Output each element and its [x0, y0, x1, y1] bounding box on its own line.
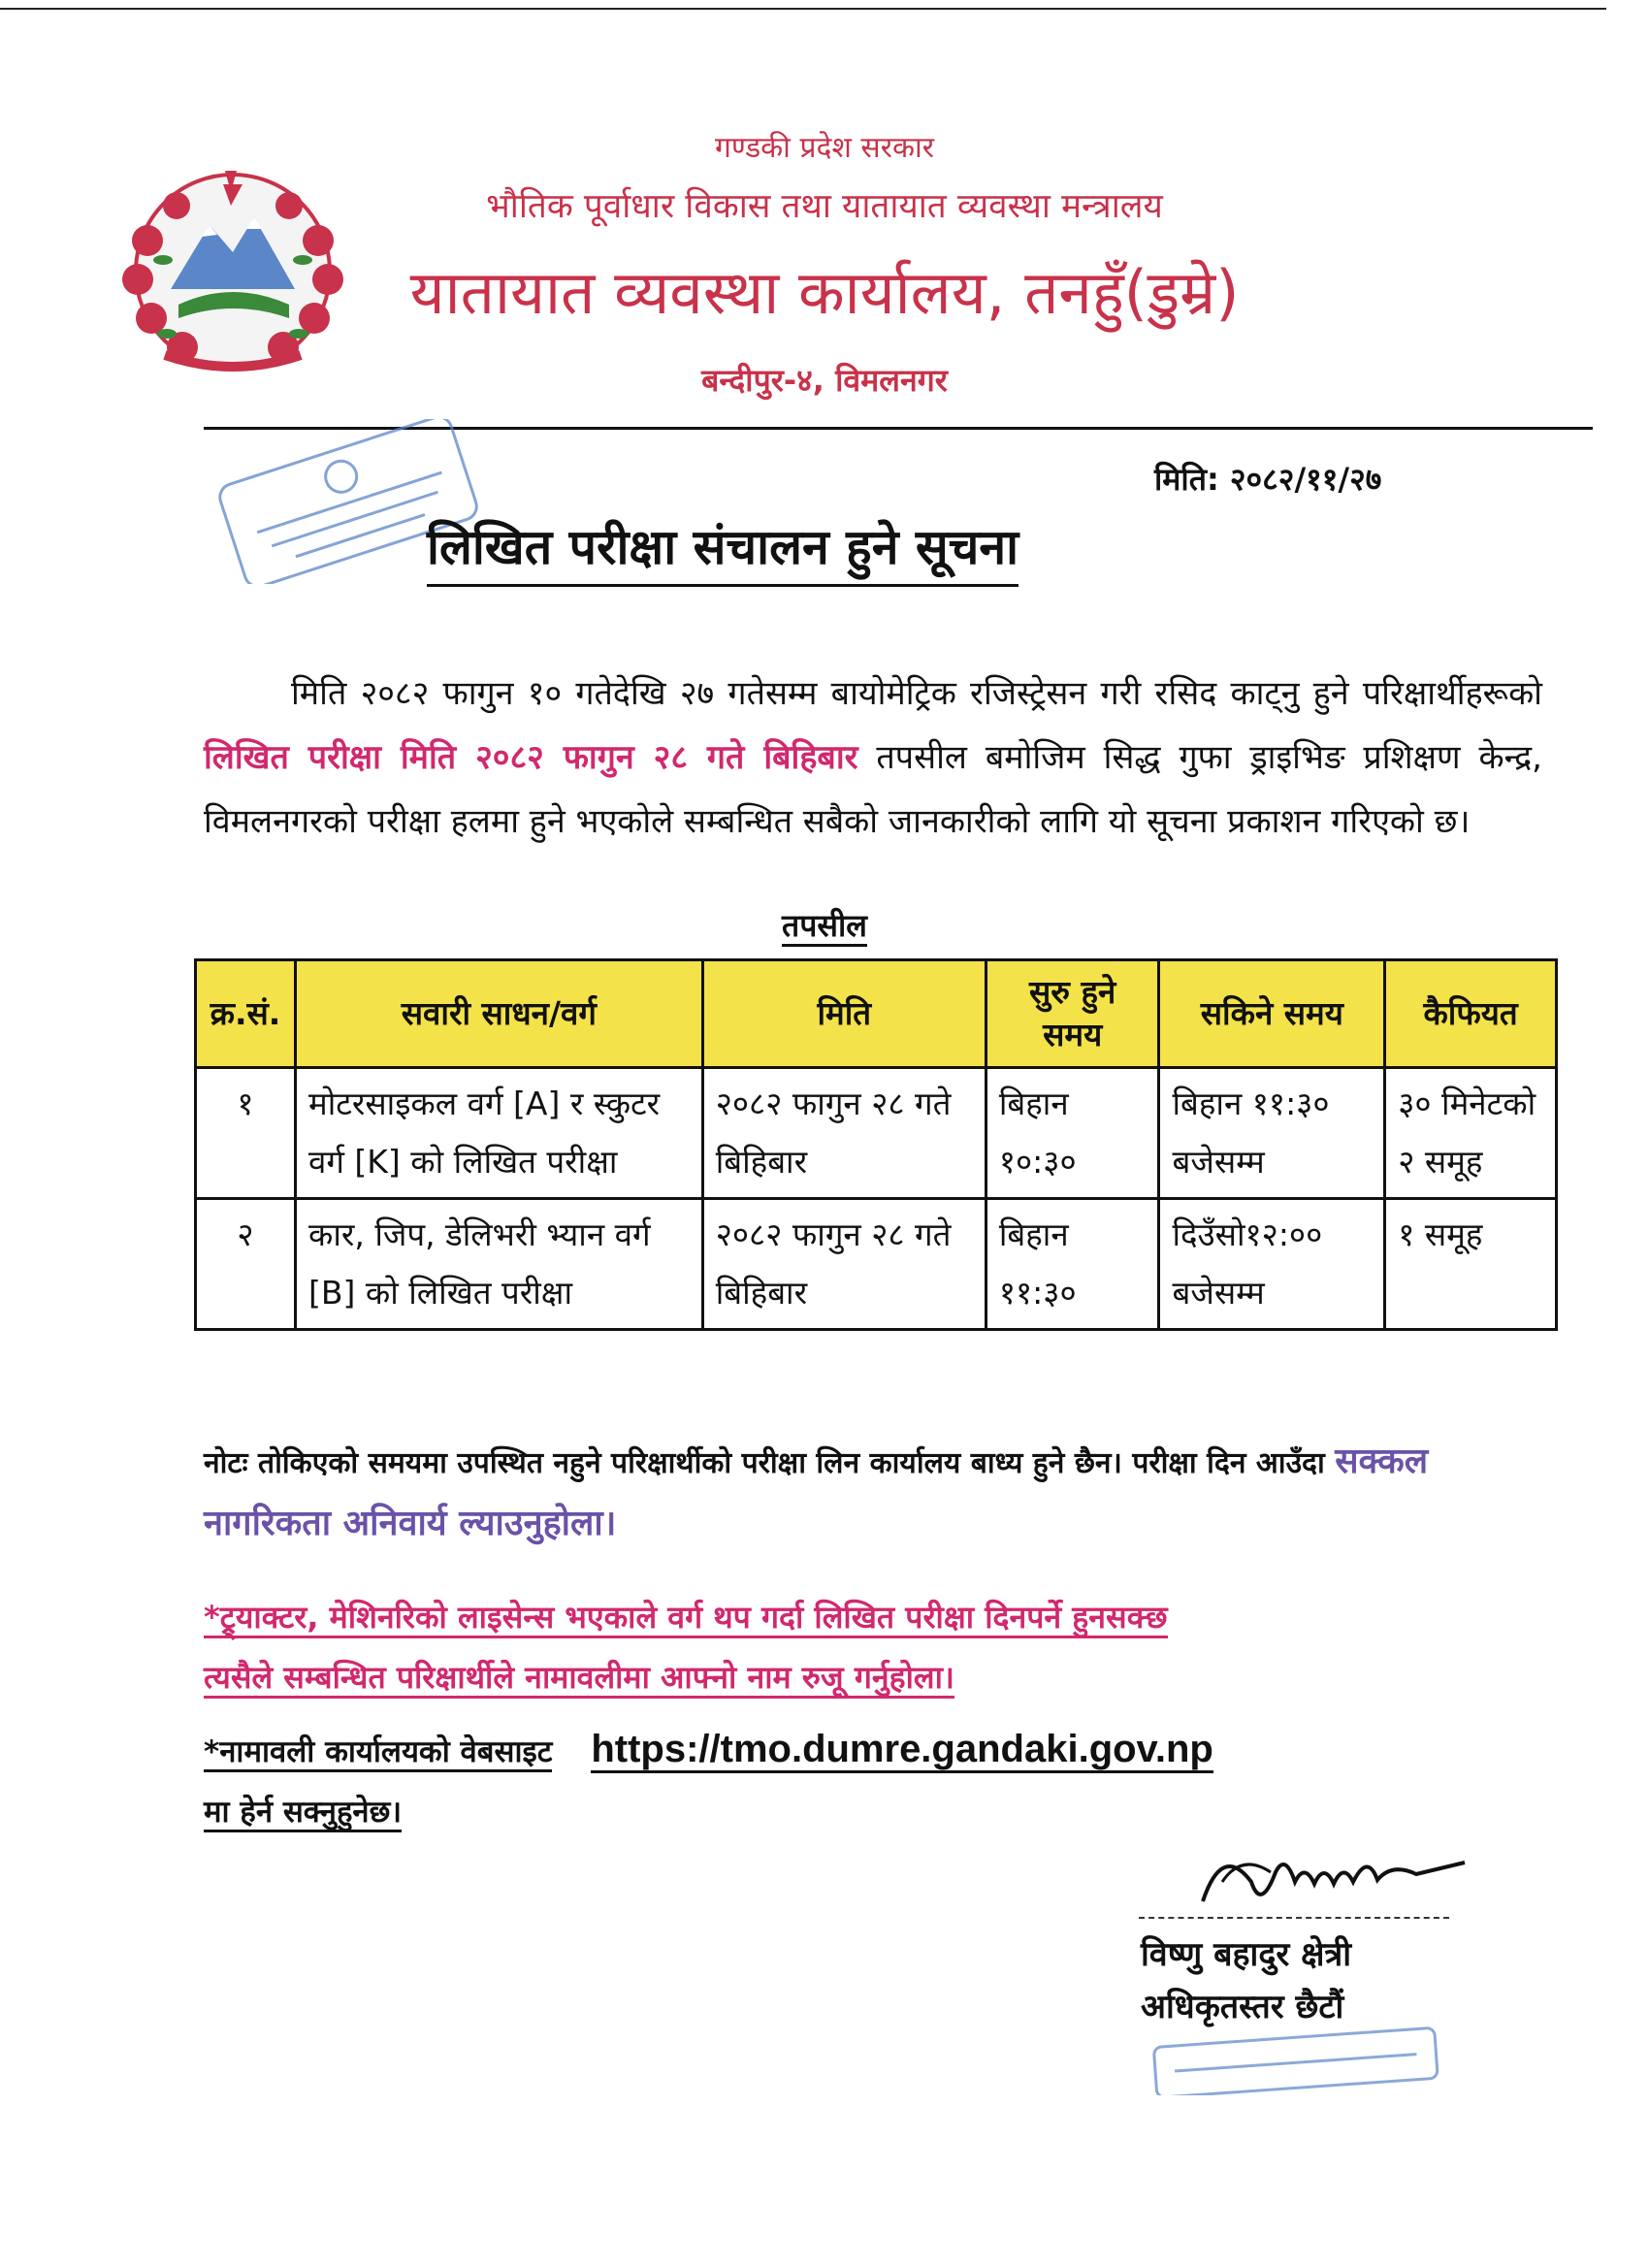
website-url-link[interactable]: https://tmo.dumre.gandaki.gov.np — [591, 1728, 1212, 1773]
header-end-time: सकिने समय — [1159, 960, 1385, 1068]
body-text-part1: मिति २०८२ फागुन १० गतेदेखि २७ गतेसम्म बायोमेट्रिक रजिस्ट्रेसन गरी रसिद काट्नु हुने परिक्षार्थीहरूको — [291, 674, 1542, 713]
notice-title: लिखित परीक्षा संचालन हुने सूचना — [427, 512, 1018, 587]
cell-vehicle: मोटरसाइकल वर्ग [A] र स्कुटर वर्ग [K] को लिखित परीक्षा — [295, 1068, 702, 1199]
table-row — [196, 1199, 1557, 1330]
details-heading — [0, 904, 1649, 946]
cell-serial: १ — [196, 1068, 296, 1199]
cell-remarks: १ समूह — [1385, 1199, 1557, 1330]
signatory-title: अधिकृतस्तर छैटौं — [1141, 1988, 1344, 2026]
designation-stamp-icon — [1145, 2008, 1455, 2095]
office-name: यातायात व्यवस्था कार्यालय, तनहुँ(डुम्रे) — [409, 257, 1240, 328]
cell-date: २०८२ फागुन २८ गते बिहिबार — [702, 1199, 986, 1330]
cell-start-time: बिहान १०:३० — [986, 1068, 1159, 1199]
details-heading-text: तपसील — [782, 907, 867, 947]
signature-icon — [1183, 1824, 1474, 1930]
cell-start-time: बिहान ११:३० — [986, 1199, 1159, 1330]
tractor-note — [204, 1587, 1562, 1707]
signatory-name: विष्णु बहादुर क्षेत्री — [1141, 1935, 1352, 1974]
ministry-name: भौतिक पूर्वाधार विकास तथा यातायात व्यवस्था मन्त्रालय — [486, 187, 1163, 226]
office-address: बन्दीपुर-४, विमलनगर — [701, 362, 948, 399]
cell-vehicle: कार, जिप, डेलिभरी भ्यान वर्ग [B] को लिखित परीक्षा — [295, 1199, 702, 1330]
header-vehicle: सवारी साधन/वर्ग — [295, 960, 702, 1068]
table-row — [196, 1068, 1557, 1199]
signature-line — [1139, 1917, 1449, 1919]
header-remarks: कैफियत — [1385, 960, 1557, 1068]
website-note-prefix: *नामावली कार्यालयको वेबसाइट — [204, 1734, 552, 1772]
notice-date: मिति: २०८२/११/२७ — [1154, 461, 1382, 498]
header-date: मिति — [702, 960, 986, 1068]
exam-date-highlight: लिखित परीक्षा मिति २०८२ फागुन २८ गते बिहिबार — [204, 738, 858, 777]
tractor-note-line1: *ट्र्याक्टर, मेशिनरिको लाइसेन्स भएकाले वर्ग थप गर्दा लिखित परीक्षा दिनपर्ने हुनसक्छ — [204, 1599, 1168, 1638]
cell-remarks: ३० मिनेटको २ समूह — [1385, 1068, 1557, 1199]
website-note-suffix: मा हेर्न सक्नुहुनेछ। — [204, 1795, 402, 1832]
header-start-time: सुरु हुने समय — [986, 960, 1159, 1068]
citizenship-highlight: सक्कल नागरिकता अनिवार्य ल्याउनुहोला। — [204, 1442, 1429, 1543]
cell-serial: २ — [196, 1199, 296, 1330]
attendance-note-text: नोटः तोकिएको समयमा उपस्थित नहुने परिक्षार्थीको परीक्षा लिन कार्यालय बाध्य हुने छैन। परीक्षा दिन आउँदा — [204, 1446, 1325, 1480]
top-border-line — [0, 8, 1606, 10]
exam-schedule-table — [194, 958, 1558, 1331]
cell-date: २०८२ फागुन २८ गते बिहिबार — [702, 1068, 986, 1199]
body-text-part2: तपसील बमोजिम सिद्ध गुफा ड्राइभिङ प्रशिक्षण केन्द्र, विमलनगरको परीक्षा हलमा हुने भएकोले सम्बन्धित सबैको जानकारीको लागि यो सूचना प्रकाशन गरिएको छ। — [204, 738, 1542, 841]
cell-end-time: दिउँसो१२:०० बजेसम्म — [1159, 1199, 1385, 1330]
notice-body — [204, 662, 1542, 854]
government-name: गण्डकी प्रदेश सरकार — [714, 131, 935, 165]
table-header-row — [196, 960, 1557, 1068]
tractor-note-line2: त्यसैले सम्बन्धित परिक्षार्थीले नामावलीमा आफ्नो नाम रुजू गर्नुहोला। — [204, 1659, 954, 1699]
header-serial: क्र.सं. — [196, 960, 296, 1068]
cell-end-time: बिहान ११:३० बजेसम्म — [1159, 1068, 1385, 1199]
attendance-note — [204, 1432, 1562, 1556]
